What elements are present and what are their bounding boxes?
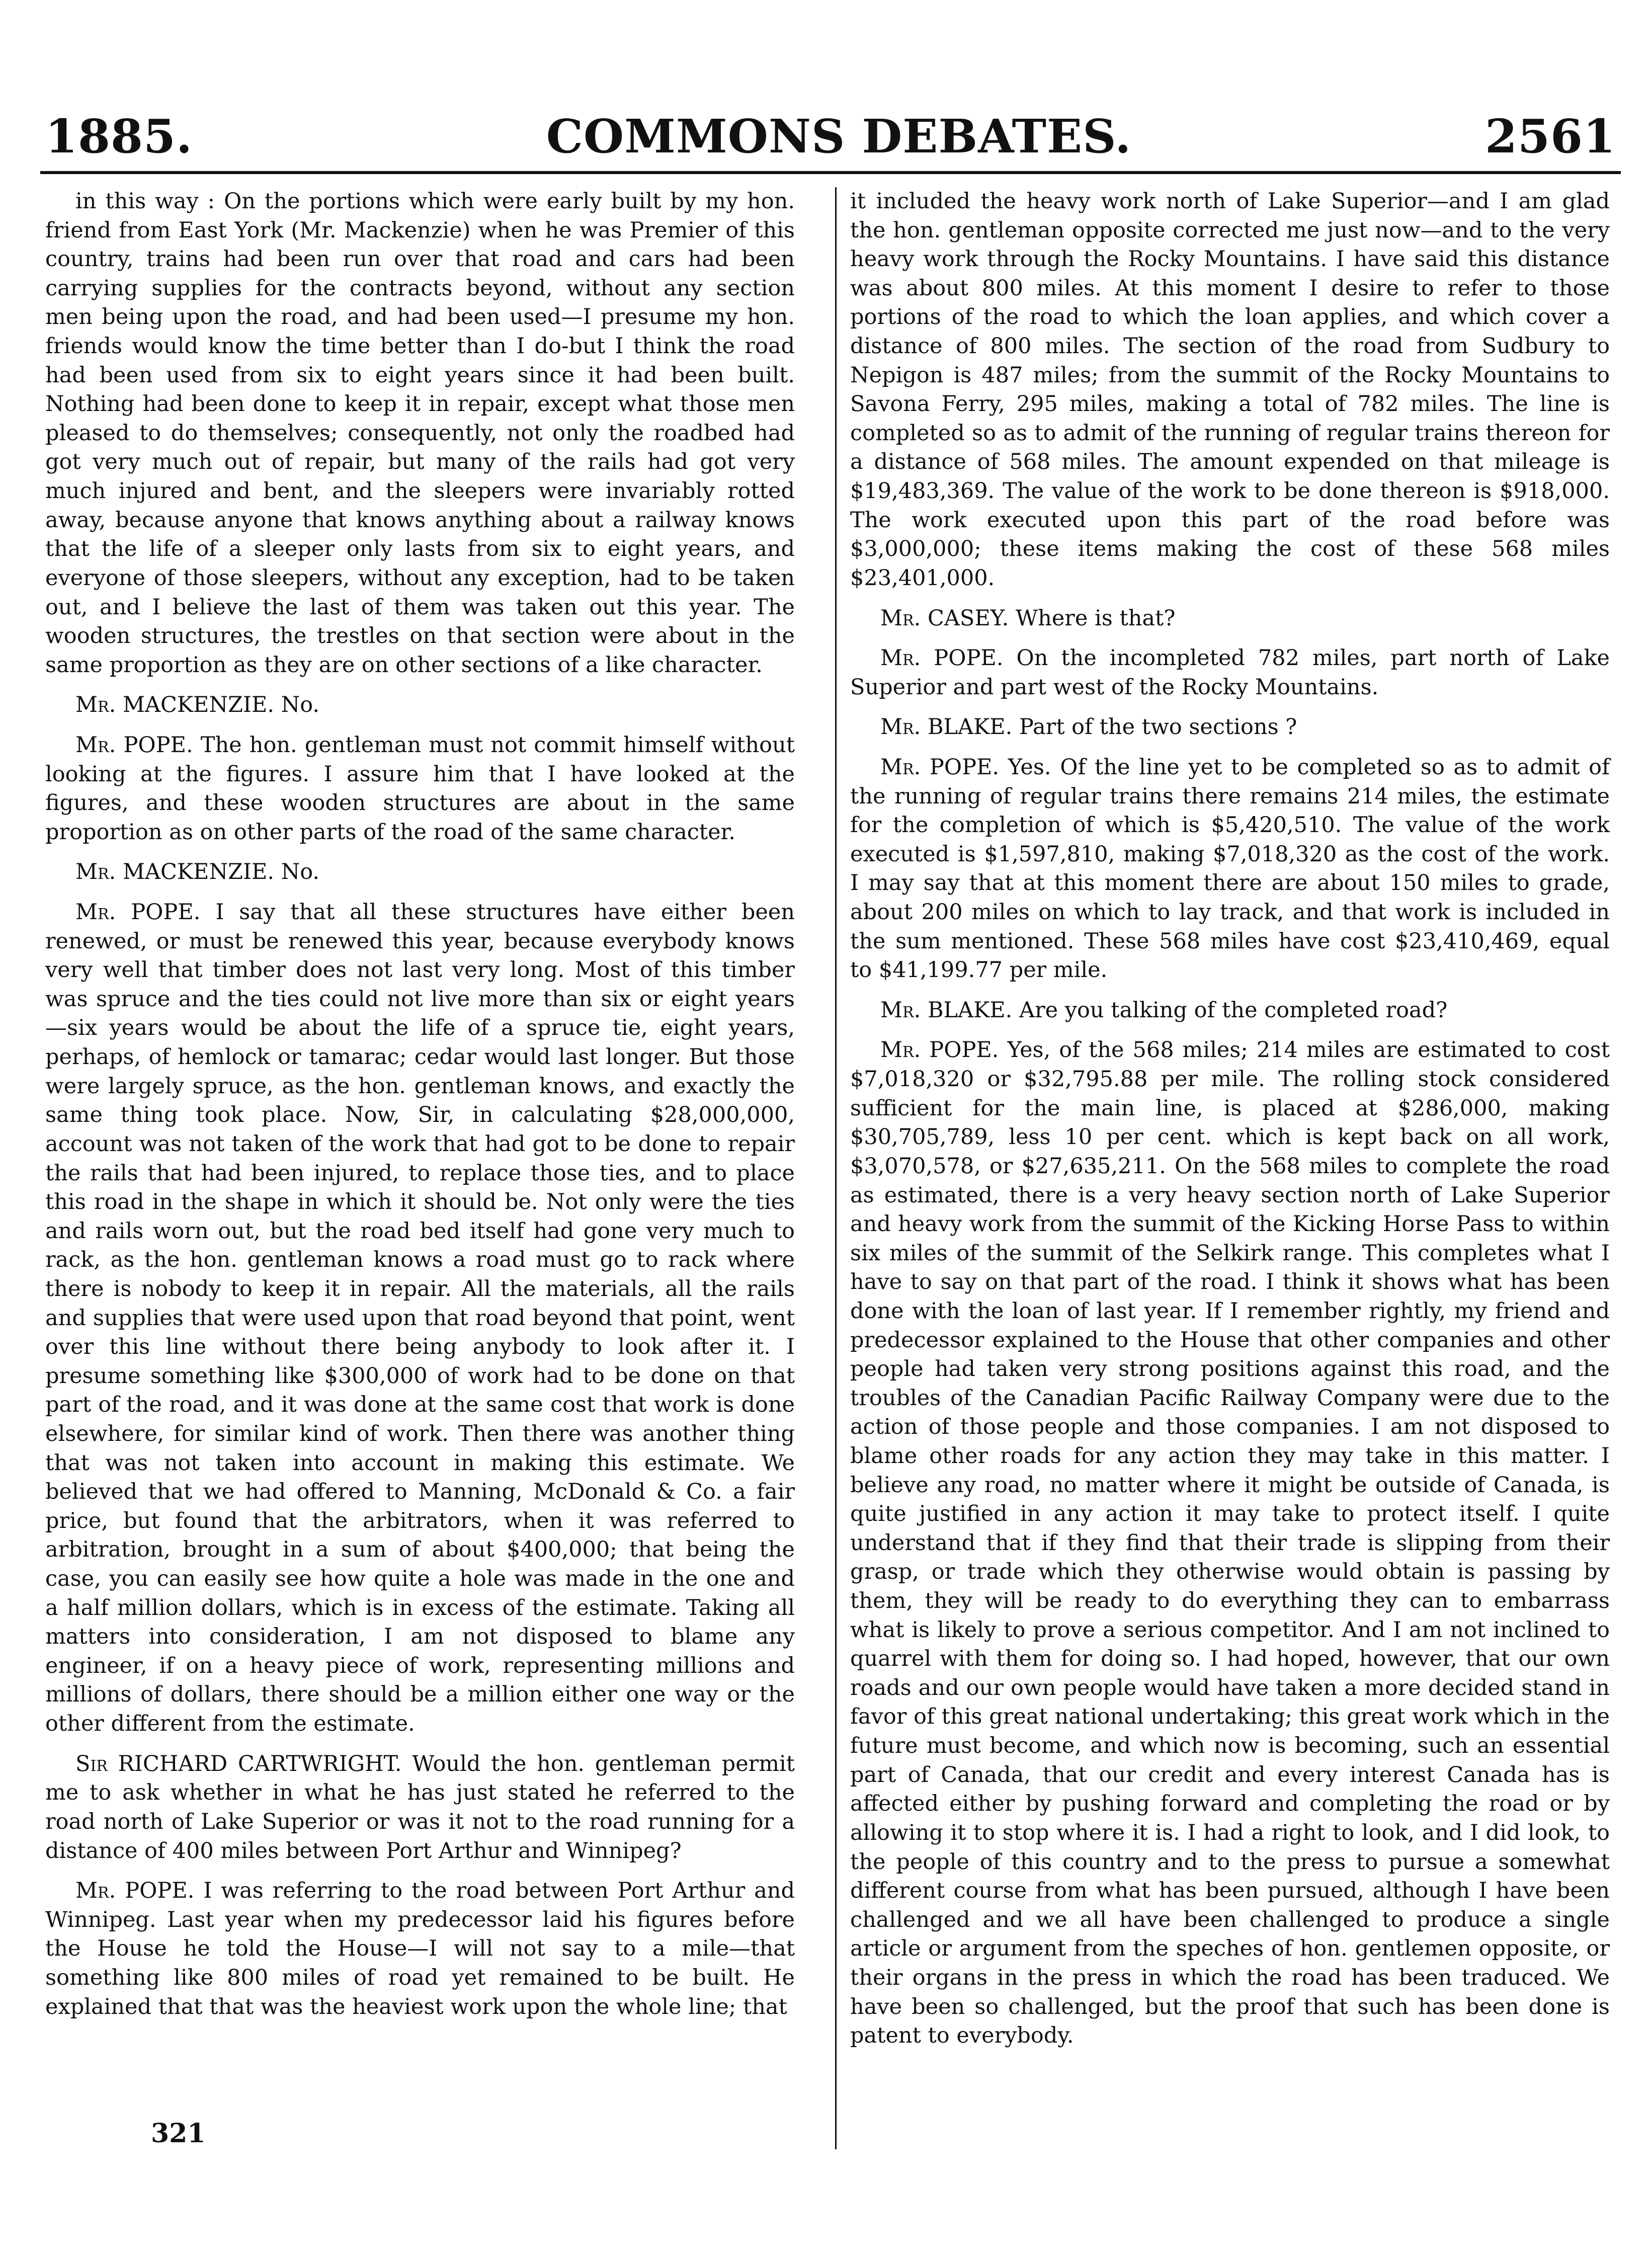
paragraph-text: it included the heavy work north of Lake Superior—and I am glad the hon. gentleman opposite corrected me just now—and to the very heavy work through the Rocky Mountains. I have said this distance was about 800 miles. At this moment I desire to refer to those portions of the road to which the loan applies, and which cover a distance of 800 miles. The section of the road from Sudbury to Nepigon is 487 miles; from the summit of the Rocky Mountains to Savona Ferry, 295 miles, making a total of 782 miles. The line is completed so as to admit of the running of regular trains thereon for a distance of 568 miles. The amount expended on that mileage is $19,483,369. The value of the work to be done thereon is $918,000. The work executed upon this part of the road before was $3,000,000; these items making the cost of these 568 miles $23,401,000.	[850, 189, 1610, 591]
speaker-name: Mr. BLAKE.	[880, 997, 1013, 1023]
paragraph-text: On the incompleted 782 miles, part north of Lake Superior and part west of the Rocky Mountains.	[850, 645, 1610, 700]
speaker-name: Mr. POPE.	[75, 1878, 195, 1904]
paragraph-text: Are you talking of the completed road?	[1019, 997, 1448, 1023]
paragraph	[45, 1877, 795, 2021]
speaker-name: Mr. POPE.	[880, 754, 1000, 780]
paragraph-text: in this way : On the portions which were early built by my hon. friend from East York (Mr. Mackenzie) when he was Premier of this country, trains had been run over that road and cars had been carrying supplies for the contracts beyond, without any section men being upon the road, and had been used—I presume my hon. friends would know the time better than I do-but I think the road had been used from six to eight years since it had been built. Nothing had been done to keep it in repair, except what those men pleased to do themselves; consequently, not only the roadbed had got very much out of repair, but many of the rails had got very much injured and bent, and the sleepers were invariably rotted away, because anyone that knows anything about a railway knows that the life of a sleeper only lasts from six to eight years, and everyone of those sleepers, without any exception, had to be taken out, and I believe the last of them was taken out this year. The wooden structures, the trestles on that section were about in the same proportion as they are on other sections of a like character.	[45, 189, 795, 678]
header-page-number: 2561	[1484, 109, 1616, 164]
paragraph	[45, 858, 795, 887]
paragraph-text: No.	[281, 859, 320, 885]
paragraph	[850, 713, 1610, 742]
speaker-name: Mr. POPE.	[75, 732, 193, 758]
header-year: 1885.	[45, 109, 193, 164]
speaker-name: Mr. POPE.	[75, 900, 201, 925]
paragraph-text: Part of the two sections ?	[1019, 714, 1297, 740]
speaker-name: Sir RICHARD CARTWRIGHT.	[75, 1751, 402, 1776]
speaker-name: Mr. MACKENZIE.	[75, 859, 274, 885]
paragraph-text: Would the hon. gentleman permit me to ask whether in what he has just stated he referred to the road north of Lake Superior or was it not to the road running for a distance of 400 miles between Port Arthur and Winnipeg?	[45, 1751, 795, 1864]
paragraph	[850, 644, 1610, 702]
paragraph-text: Yes, of the 568 miles; 214 miles are estimated to cost $7,018,320 or $32,795.88 per mile. The rolling stock considered sufficient for the main line, is placed at $286,000, making $30,705,789, less 10 per cent. which is kept back on all work, $3,070,578, or $27,635,211. On the 568 miles to complete the road as estimated, there is a very heavy section north of Lake Superior and heavy work from the summit of the Kicking Horse Pass to within six miles of the summit of the Selkirk range. This completes what I have to say on that part of the road. I think it shows what has been done with the loan of last year. If I remember rightly, my friend and predecessor explained to the House that other companies and other people had taken very strong positions against this road, and the troubles of the Canadian Pacific Railway Company were due to the action of those people and those companies. I am not disposed to blame other roads for any action they may take in this matter. I believe any road, no matter where it might be outside of Canada, is quite justified in any action it may take to protect itself. I quite understand that if they find that their trade is slipping from their grasp, or trade which they otherwise would obtain is passing by them, they will be ready to do everything they can to embarrass what is likely to prove a serious competitor. And I am not inclined to quarrel with them for doing so. I had hoped, however, that our own roads and our own people would have taken a more decided stand in favor of this great national undertaking; this great work which in the future must become, and which now is becoming, such an essential part of Canada, that our credit and every interest Canada has is affected either by pushing forward and completing the road or by allowing it to stop where it is. I had a right to look, and I did look, to the people of this country and to the press to pursue a somewhat different course from what has been pursued, although I have been challenged and we all have been challenged to produce a single article or argument from the speches of hon. gentlemen opposite, or their organs in the press in which the road has been traduced. We have been so challenged, but the proof that such has been done is patent to everybody.	[850, 1037, 1610, 2049]
paragraph-text: I say that all these structures have either been renewed, or must be renewed this year, because everybody knows very well that timber does not last very long. Most of this timber was spruce and the ties could not live more than six or eight years—six years would be about the life of a spruce tie, eight years, perhaps, of hemlock or tamarac; cedar would last longer. But those were largely spruce, as the hon. gentleman knows, and exactly the same thing took place. Now, Sir, in calculating $28,000,000, account was not taken of the work that had got to be done to repair the rails that had been injured, to replace those ties, and to place this road in the shape in which it should be. Not only were the ties and rails worn out, but the road bed itself had gone very much to rack, as the hon. gentleman knows a road must go to rack where there is nobody to keep it in repair. All the materials, all the rails and supplies that were used upon that road beyond that point, went over this line without there being anybody to look after it. I presume something like $300,000 of work had to be done on that part of the road, and it was done at the same cost that work is done elsewhere, for similar kind of work. Then there was another thing that was not taken into account in making this estimate. We believed that we had offered to Manning, McDonald & Co. a fair price, but found that the arbitrators, when it was referred to arbitration, brought in a sum of about $400,000; that being the case, you can easily see how quite a hole was made in the one and a half million dollars, which is in excess of the estimate. Taking all matters into consideration, I am not disposed to blame any engineer, if on a heavy piece of work, representing millions and millions of dollars, there should be a million either one way or the other different from the estimate.	[45, 900, 795, 1737]
paragraph-text: I was referring to the road between Port Arthur and Winnipeg. Last year when my predecessor laid his figures before the House he told the House—I will not say to a mile—that something like 800 miles of road yet remained to be built. He explained that that was the heaviest work upon the whole line; that	[45, 1878, 795, 2019]
paragraph-text: Yes. Of the line yet to be completed so as to admit of the running of regular trains there remains 214 miles, the estimate for the completion of which is $5,420,510. The value of the work executed is $1,597,810, making $7,018,320 as the cost of the work. I may say that at this moment there are about 150 miles to grade, about 200 miles on which to lay track, and that work is included in the sum mentioned. These 568 miles have cost $23,410,469, equal to $41,199.77 per mile.	[850, 754, 1610, 983]
speaker-name: Mr. POPE.	[880, 1037, 999, 1063]
speaker-name: Mr. POPE.	[880, 645, 1004, 671]
paragraph	[45, 187, 795, 680]
speaker-name: Mr. CASEY.	[880, 605, 1009, 631]
column-divider	[835, 187, 837, 2149]
paragraph	[850, 187, 1610, 593]
header-title: COMMONS DEBATES.	[546, 109, 1132, 164]
paragraph	[850, 996, 1610, 1025]
page-header	[45, 88, 1616, 164]
left-column	[45, 187, 795, 2029]
header-rule	[40, 171, 1621, 174]
paragraph	[850, 1036, 1610, 2050]
paragraph-text: The hon. gentleman must not commit himself without looking at the figures. I assure him that I have looked at the figures, and these wooden structures are about in the same proportion as on other parts of the road of the same character.	[45, 732, 795, 845]
paragraph	[45, 1750, 795, 1866]
signature-number: 321	[151, 2118, 206, 2149]
paragraph	[850, 753, 1610, 985]
paragraph	[45, 691, 795, 720]
speaker-name: Mr. BLAKE.	[880, 714, 1013, 740]
paragraph	[45, 731, 795, 847]
paragraph-text: Where is that?	[1015, 605, 1176, 631]
right-column	[850, 187, 1610, 2058]
paragraph-text: No.	[281, 692, 320, 718]
speaker-name: Mr. MACKENZIE.	[75, 692, 274, 718]
paragraph	[45, 898, 795, 1739]
paragraph	[850, 604, 1610, 633]
